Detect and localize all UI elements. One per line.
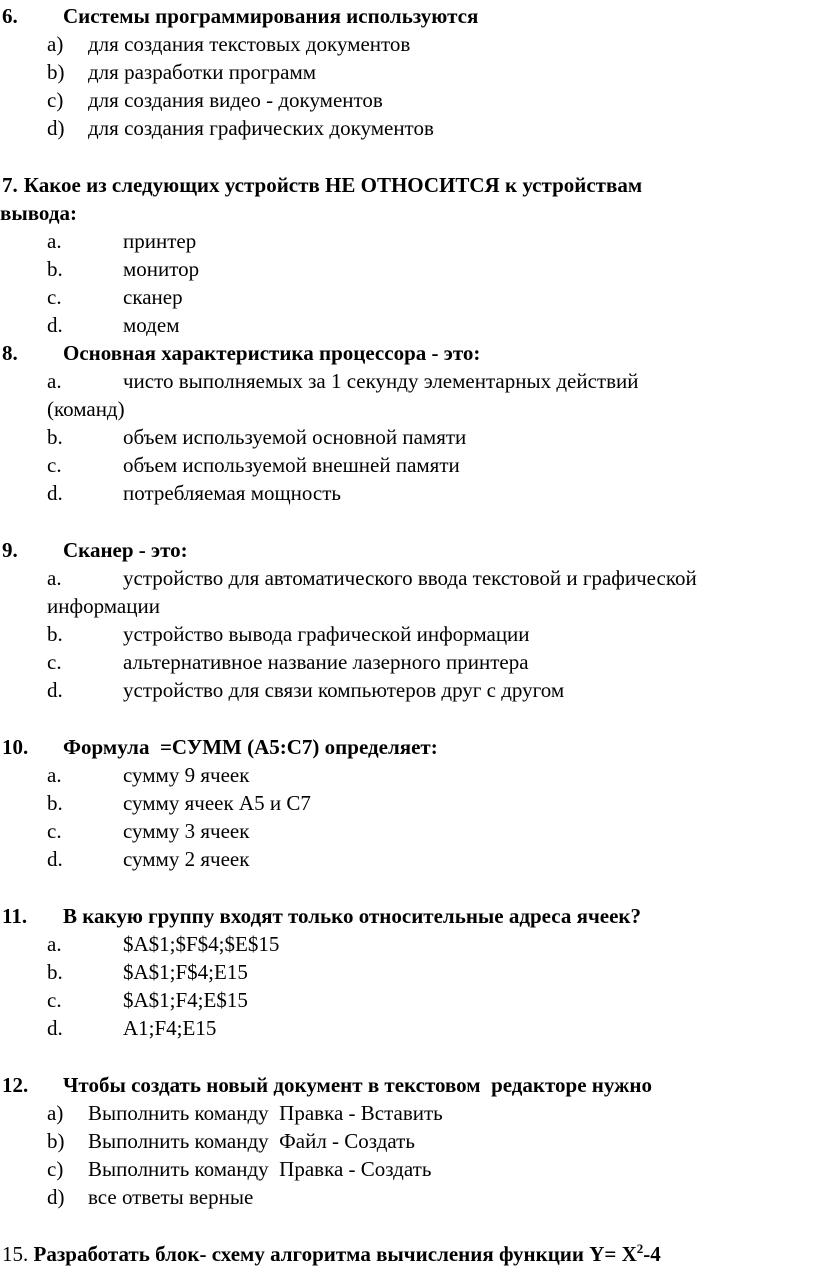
- question-number: 12.: [2, 1073, 29, 1097]
- option-text: Выполнить команду Файл - Создать: [88, 1129, 415, 1153]
- question-number: 9.: [2, 538, 18, 562]
- option-mark: a.: [47, 369, 62, 393]
- question-text: Какое из следующих устройств НЕ ОТНОСИТСЯ к устройствам: [23, 173, 643, 197]
- option-text: сумму 3 ячеек: [123, 819, 250, 843]
- question-text: Чтобы создать новый документ в текстовом редакторе нужно: [63, 1073, 652, 1097]
- option-mark: d.: [47, 1016, 63, 1040]
- option-mark: c): [47, 88, 64, 112]
- option-mark: b.: [47, 425, 63, 449]
- option-mark: b): [47, 60, 65, 84]
- option-text: принтер: [123, 229, 197, 253]
- option-mark: a): [47, 32, 64, 56]
- option-mark: a.: [47, 763, 62, 787]
- option-text: $A$1;F$4;E15: [123, 960, 248, 984]
- question-number: 10.: [2, 735, 29, 759]
- option-mark: d.: [47, 313, 63, 337]
- question-number: 15.: [2, 1242, 29, 1266]
- question-text-main: Разработать блок- схему алгоритма вычисления функции Y= X: [33, 1242, 637, 1266]
- option-text: потребляемая мощность: [123, 481, 342, 505]
- option-mark: d.: [47, 678, 63, 702]
- option-text: Выполнить команду Правка - Вставить: [88, 1101, 443, 1125]
- option-mark: d.: [47, 847, 63, 871]
- option-mark: d): [47, 1185, 65, 1209]
- option-text: сумму ячеек А5 и С7: [123, 791, 311, 815]
- question-number: 11.: [2, 904, 28, 928]
- question-text-suffix: -4: [643, 1242, 661, 1266]
- option-mark: a.: [47, 566, 62, 590]
- option-text: $A$1;F4;E$15: [123, 988, 248, 1012]
- option-text: устройство для автоматического ввода текстовой и графической: [123, 566, 697, 590]
- option-mark: b): [47, 1129, 65, 1153]
- option-mark: b.: [47, 257, 63, 281]
- question-text: Формула =СУММ (А5:С7) определяет:: [63, 735, 438, 759]
- question-text: Системы программирования используются: [63, 4, 479, 28]
- option-text: объем используемой основной памяти: [123, 425, 467, 449]
- option-text: чисто выполняемых за 1 секунду элементарных действий: [123, 369, 639, 393]
- option-text: сумму 2 ячеек: [123, 847, 250, 871]
- option-text: для создания графических документов: [88, 116, 434, 140]
- question-number: 8.: [2, 341, 18, 365]
- option-8a-continued: (команд): [47, 397, 125, 421]
- option-text: модем: [123, 313, 180, 337]
- exponent: 2: [636, 1241, 644, 1256]
- option-text: для разработки программ: [88, 60, 317, 84]
- option-text: для создания текстовых документов: [88, 32, 411, 56]
- option-mark: b.: [47, 622, 63, 646]
- option-text: объем используемой внешней памяти: [123, 453, 460, 477]
- option-text: сканер: [123, 285, 183, 309]
- option-text: сумму 9 ячеек: [123, 763, 250, 787]
- option-text: монитор: [123, 257, 200, 281]
- question-7-heading-cont: [0, 199, 77, 227]
- option-text: Выполнить команду Правка - Создать: [88, 1157, 432, 1181]
- question-number: 6.: [2, 4, 18, 28]
- option-mark: c.: [47, 285, 62, 309]
- question-text: Основная характеристика процессора - это:: [63, 341, 481, 365]
- option-mark: b.: [47, 791, 63, 815]
- option-mark: c.: [47, 453, 62, 477]
- option-text: все ответы верные: [88, 1185, 254, 1209]
- question-number: 7.: [2, 173, 18, 197]
- option-mark: c.: [47, 988, 62, 1012]
- question-text: Сканер - это:: [63, 538, 188, 562]
- option-mark: c.: [47, 650, 62, 674]
- option-mark: c): [47, 1157, 64, 1181]
- option-text: альтернативное название лазерного принтера: [123, 650, 529, 674]
- option-text: $A$1;$F$4;$E$15: [123, 932, 280, 956]
- option-text: A1;F4;E15: [123, 1016, 217, 1040]
- question-text: [34, 1242, 661, 1266]
- option-mark: a.: [47, 932, 62, 956]
- question-text-continued: вывода:: [0, 201, 77, 225]
- option-text: для создания видео - документов: [88, 88, 383, 112]
- option-mark: a): [47, 1101, 64, 1125]
- option-mark: d): [47, 116, 65, 140]
- option-text: устройство для связи компьютеров друг с другом: [123, 678, 565, 702]
- option-mark: a.: [47, 229, 62, 253]
- option-mark: d.: [47, 481, 63, 505]
- option-text: устройство вывода графической информации: [123, 622, 530, 646]
- option-mark: c.: [47, 819, 62, 843]
- option-9a-continued: информации: [47, 594, 160, 618]
- question-text: В какую группу входят только относительные адреса ячеек?: [63, 904, 642, 928]
- question-7-heading: [2, 171, 642, 199]
- question-15-heading: [2, 1240, 661, 1268]
- option-mark: b.: [47, 960, 63, 984]
